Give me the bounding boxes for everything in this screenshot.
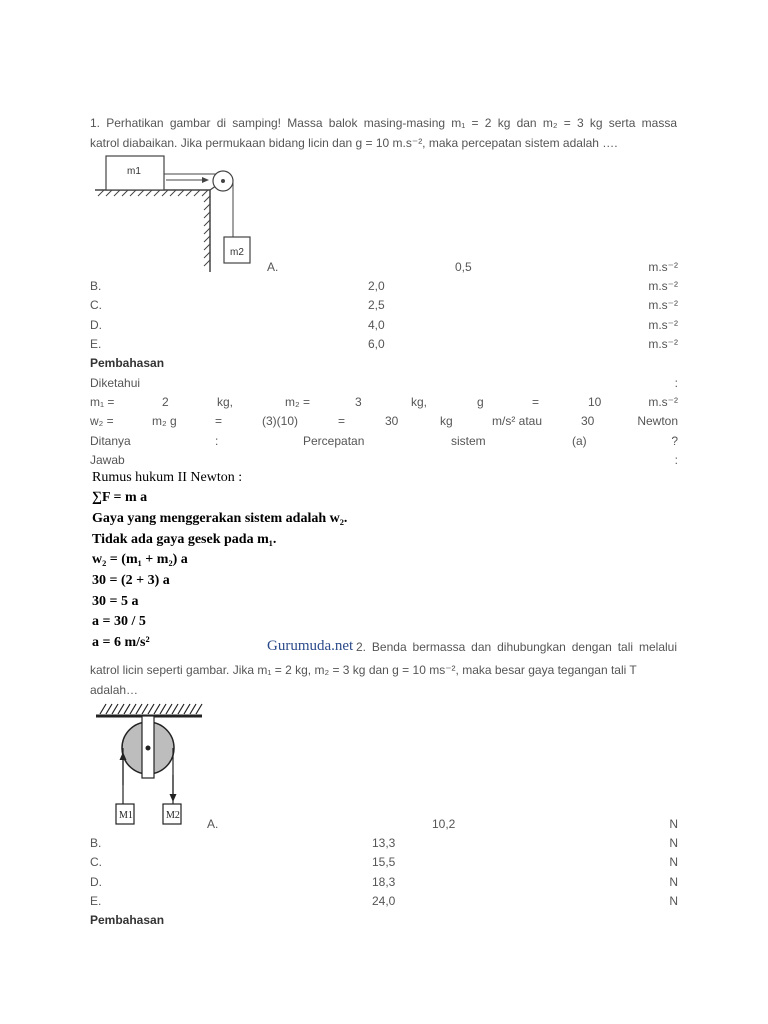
asked-row: Ditanya : Percepatan sistem (a) ? xyxy=(90,434,678,448)
q1-block-m1-label: m1 xyxy=(127,166,141,177)
solution-line-7: 30 = 5 a xyxy=(92,594,139,609)
q2-option-b: B. 13,3 N xyxy=(90,836,678,850)
q1-option-c: C. 2,5 m.s⁻² xyxy=(90,298,678,312)
known-label-row: Diketahui : xyxy=(90,376,678,390)
q2-text-line-1: 2. Benda bermassa dan dihubungkan dengan tali melalui xyxy=(356,640,677,654)
q2-text-line-3: adalah… xyxy=(90,683,139,697)
q2-mass-m1-label: M1 xyxy=(119,810,133,821)
gurumuda-watermark: Gurumuda.net xyxy=(267,638,354,654)
solution-line-4: Tidak ada gaya gesek pada m₁. xyxy=(92,532,277,547)
solution-line-8: a = 30 / 5 xyxy=(92,614,146,629)
q2-mass-m2-label: M2 xyxy=(166,810,180,821)
q2-pulley-figure xyxy=(92,700,207,830)
weight-row: w₂ = m₂ g = (3)(10) = 30 kg m/s² atau 30 Newton xyxy=(90,414,678,428)
solution-line-5: w₂ = (m₁ + m₂) a xyxy=(92,552,188,567)
q1-text-line-2: katrol diabaikan. Jika permukaan bidang licin dan g = 10 m.s⁻², maka percepatan sistem adalah …. xyxy=(90,136,618,150)
q2-text-line-2: katrol licin seperti gambar. Jika m₁ = 2 kg, m₂ = 3 kg dan g = 10 ms⁻², maka besar gaya tegangan tali T xyxy=(90,663,637,677)
q2-option-a: A. 10,2 N xyxy=(207,817,678,831)
q1-block-m2-label: m2 xyxy=(230,247,244,258)
solution-line-6: 30 = (2 + 3) a xyxy=(92,573,170,588)
q1-option-e: E. 6,0 m.s⁻² xyxy=(90,337,678,351)
discussion2-heading: Pembahasan xyxy=(90,913,165,927)
q2-option-d: D. 18,3 N xyxy=(90,875,678,889)
q2-option-c: C. 15,5 N xyxy=(90,855,678,869)
q1-option-a: A. 0,5 m.s⁻² xyxy=(267,260,678,274)
q2-option-e: E. 24,0 N xyxy=(90,894,678,908)
solution-line-2: ∑F = m a xyxy=(92,490,148,505)
q1-option-b: B. 2,0 m.s⁻² xyxy=(90,279,678,293)
q1-text-line-1: 1. Perhatikan gambar di samping! Massa balok masing-masing m₁ = 2 kg dan m₂ = 3 kg serta massa xyxy=(90,116,677,130)
q1-option-d: D. 4,0 m.s⁻² xyxy=(90,318,678,332)
discussion1-heading: Pembahasan xyxy=(90,356,165,370)
answer-label-row: Jawab : xyxy=(90,453,678,467)
solution-line-1: Rumus hukum II Newton : xyxy=(92,470,243,485)
solution-line-9: a = 6 m/s² xyxy=(92,635,150,650)
known-values-row: m₁ = 2 kg, m₂ = 3 kg, g = 10 m.s⁻² xyxy=(90,395,678,409)
solution-line-3: Gaya yang menggerakan sistem adalah w₂. xyxy=(92,511,348,526)
